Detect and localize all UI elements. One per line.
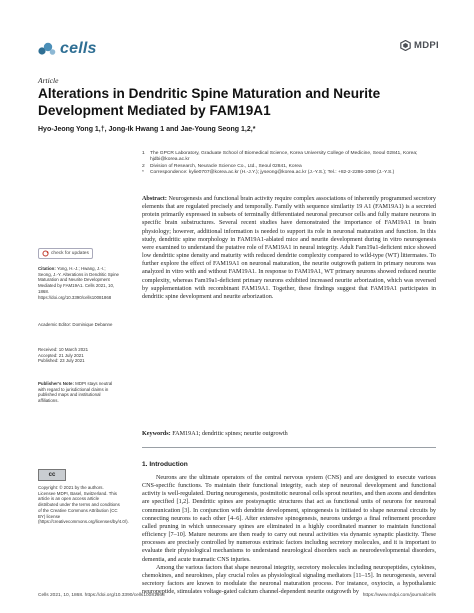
- introduction-body: [142, 474, 436, 596]
- affiliation-2: 2 Division of Research, Neuracle Science Co., Ltd., Seoul 02841, Korea: [142, 163, 302, 169]
- abstract: [142, 195, 436, 301]
- correspondence: * Correspondence: kylie0707@korea.ac.kr (H.-J.Y.); jyseong@korea.ac.kr (J.-Y.S.); Tel.: +82-2-2286-1090 (J.-Y.S.): [142, 170, 395, 176]
- citation-label: Citation:: [38, 266, 56, 271]
- refresh-icon: [42, 250, 49, 257]
- section-divider: [142, 447, 436, 448]
- abstract-label: Abstract:: [142, 196, 167, 202]
- keywords-text: FAM19A1; dendritic spines; neurite outgrowth: [172, 431, 288, 437]
- cells-logo-icon: [38, 42, 56, 56]
- accepted-date: Accepted: 21 July 2021: [38, 352, 84, 358]
- intro-paragraph: Among the various factors that shape neuronal integrity, secretory molecules including neuropeptides, cytokines, chemokines, and neurokines, play crucial roles as physiological signaling mediators [11–15]. In neurogenesis, several secretory factors are known to modulate the neuronal maturation process. For instance, oxytocin, a hypothalamic neuropeptide, stimulates voltage-gated calcium channel-dependent neurite outgrowth by: [142, 564, 436, 596]
- keywords: [142, 430, 436, 438]
- citation-text[interactable]: Yong, H.-J.; Hwang, J.-I.; Seong, J.-Y. Alterations in Dendritic Spine Maturation and Neurite Development Mediated by FAM19A1. Cells 2021, 10, 1868. https://doi.org/10.3390/cells10081868: [38, 266, 119, 300]
- publisher-note: [38, 381, 120, 404]
- received-date: Received: 10 March 2021: [38, 347, 89, 352]
- affiliations: [142, 151, 442, 177]
- publisher-note-label: Publisher's Note:: [38, 381, 74, 386]
- article-type: Article: [38, 76, 59, 85]
- keywords-label: Keywords:: [142, 431, 171, 437]
- article-title: Alterations in Dendritic Spine Maturation and Neurite Development Mediated by FAM19A1: [38, 86, 381, 118]
- mdpi-logo-icon: [400, 40, 411, 51]
- author-list: Hyo-Jeong Yong 1,†, Jong-Ik Hwang 1 and Jae-Young Seong 1,2,*: [38, 126, 256, 133]
- footer-citation[interactable]: Cells 2021, 10, 1868. https://doi.org/10.3390/cells10081868: [38, 593, 165, 598]
- affiliation-1: 1 The GPCR Laboratory, Graduate School of Biomedical Science, Korea University College of Medicine, Seoul 02841, Korea; hjdbi@korea.ac.kr: [142, 151, 418, 163]
- copyright-notice: Copyright: © 2021 by the authors. Licensee MDPI, Basel, Switzerland. This article is an open access article distributed under the terms and conditions of the Creative Commons Attribution (CC BY) license (https://creativecommons.org/licenses/by/4.0/).: [38, 485, 129, 525]
- journal-name: cells: [60, 40, 97, 57]
- introduction-heading: 1. Introduction: [142, 461, 188, 468]
- publisher-name: MDPI: [414, 40, 439, 51]
- intro-paragraph: Neurons are the ultimate operators of the central nervous system (CNS) and are designed to execute various CNS-specific functions. To maintain their functional integrity, each step of neuronal development and functional activity is well-regulated. During neurogenesis, postmitotic neuronal cells sprout neurites, and then axons and dendrites are specified [1,2]. Dendritic spines are postsynaptic structures that act as functional units of neurons for neuronal communication [3]. In conjunction with dendrite development, spinogenesis is initiated to shape neuronal circuits by connecting neurons to each other [4–6]. After extensive spinogenesis, neurons undergo a final refinement procedure called pruning in which unnecessary spines are eliminated in a highly coordinated manner to maintain functional efficiency [7–10]. Mature neurons are then ready to carry out neural activities via dynamic synaptic plasticity. These processes are precisely controlled by numerous extrinsic factors including secretory molecules, and it is important to evaluate their physiological mechanisms to understand neurological disorders such as neurodevelopmental disorders, dementia, and acute traumatic CNS injuries.: [142, 475, 436, 563]
- published-date: Published: 23 July 2021: [38, 358, 85, 364]
- abstract-text: Neurogenesis and functional brain activity require complex associations of inherently programmed secretory elements that are regulated precisely and temporally. Family with sequence similarity 19 A1 (FAM19A1) is a secreted protein primarily expressed in subsets of terminally differentiated neuronal precursor cells and fully mature neurons in specific brain substructures. Several recent studies have demonstrated the importance of FAM19A1 in brain physiology; however, additional information is needed to support its role in neuronal maturation and function. In this study, dendritic spine morphology in FAM19A1-ablated mice and neurite development during in vitro neurogenesis were examined to understand the putative role of FAM19A1 in neural integrity. Adult Fam19a1-deficient mice showed low dendritic spine density and maturity with reduced dendrite complexity compared to wild-type (WT) littermates. To further explore the effect of FAM19A1 on neuronal maturation, the neurite outgrowth pattern in primary neurons was analyzed in vitro with and without FAM19A1. In response to FAM19A1, WT primary neurons showed reduced neurite complexity, whereas Fam19a1-deficient primary neurons exhibited increased neurite arborization, which was reversed by supplementation with recombinant FAM19A1. Together, these findings suggest that FAM19A1 participates in dendritic spine development and neurite arborization.: [142, 196, 436, 300]
- dates-block: [38, 347, 120, 364]
- cc-license-badge[interactable]: cc: [38, 469, 66, 481]
- check-for-updates-badge[interactable]: check for updates: [38, 248, 93, 259]
- citation-block: [38, 266, 120, 300]
- publisher-note-text: MDPI stays neutral with regard to jurisdictional claims in published maps and institutional affiliations.: [38, 381, 113, 404]
- publisher-logo[interactable]: [400, 40, 439, 51]
- footer-journal-link[interactable]: https://www.mdpi.com/journal/cells: [362, 593, 436, 598]
- academic-editor: Academic Editor: Dominique Debanne: [38, 322, 113, 327]
- journal-logo[interactable]: [38, 40, 97, 58]
